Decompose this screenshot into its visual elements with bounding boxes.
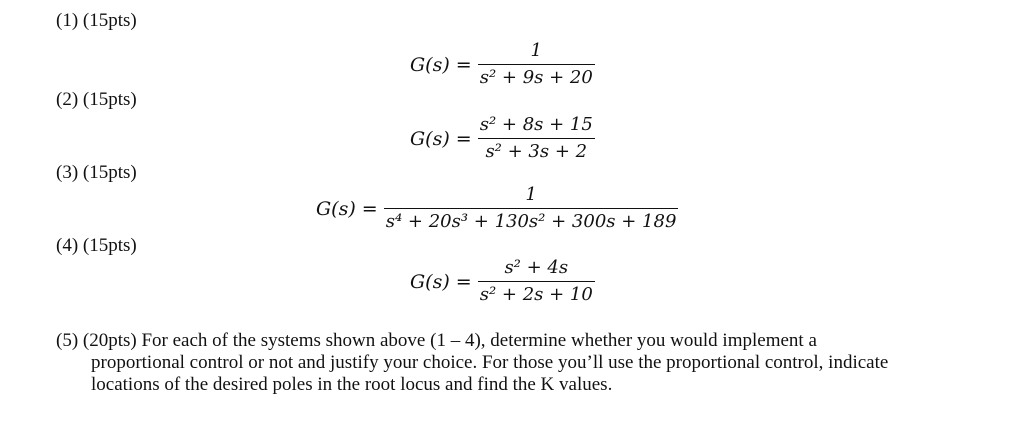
fraction-4 xyxy=(478,255,595,308)
transfer-function-3 xyxy=(316,182,678,235)
problem-1-label: (1) (15pts) xyxy=(56,10,137,31)
problem-3-label: (3) (15pts) xyxy=(56,162,137,183)
question-5-line-2: proportional control or not and justify your choice. For those you’ll use the proportional control, indicate xyxy=(91,352,889,373)
fraction-1 xyxy=(478,38,595,91)
transfer-function-4 xyxy=(410,255,595,308)
numerator-1: 1 xyxy=(530,40,542,61)
denominator-2: s² + 3s + 2 xyxy=(485,141,588,163)
lhs-1: G(s) = xyxy=(410,53,472,76)
question-5-line-3: locations of the desired poles in the root locus and find the K values. xyxy=(91,374,613,395)
fraction-3 xyxy=(384,182,679,235)
denominator-1: s² + 9s + 20 xyxy=(479,67,593,89)
numerator-3: 1 xyxy=(525,184,537,205)
lhs-4: G(s) = xyxy=(410,270,472,293)
denominator-4: s² + 2s + 10 xyxy=(479,284,593,306)
transfer-function-1 xyxy=(410,38,595,91)
lhs-3: G(s) = xyxy=(316,197,378,220)
denominator-3: s⁴ + 20s³ + 130s² + 300s + 189 xyxy=(385,211,677,233)
numerator-4: s² + 4s xyxy=(504,257,569,278)
lhs-2: G(s) = xyxy=(410,127,472,150)
problem-4-label: (4) (15pts) xyxy=(56,235,137,256)
question-5-paragraph xyxy=(56,330,996,396)
numerator-2: s² + 8s + 15 xyxy=(479,114,593,135)
question-5-line-1: (5) (20pts) For each of the systems shown above (1 – 4), determine whether you would implement a xyxy=(56,330,817,351)
transfer-function-2 xyxy=(410,112,595,165)
fraction-2 xyxy=(478,112,595,165)
problem-2-label: (2) (15pts) xyxy=(56,89,137,110)
